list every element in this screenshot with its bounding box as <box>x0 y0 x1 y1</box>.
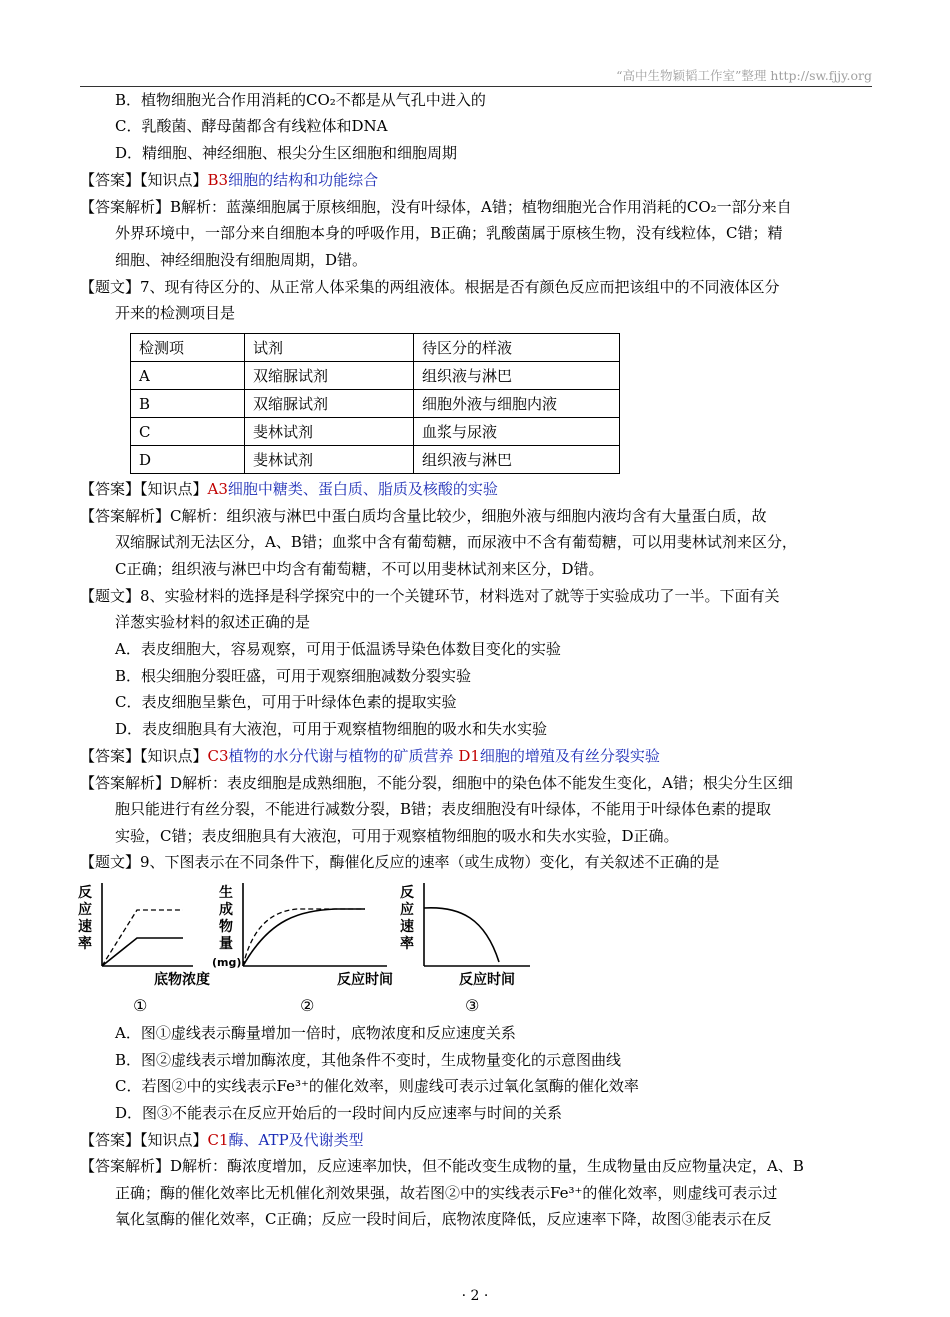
g3-xlabel: 反应时间 <box>459 972 515 988</box>
q6-analysis-1: 【答案解析】B解析：蓝藻细胞属于原核细胞，没有叶绿体，A错；植物细胞光合作用消耗的CO₂一部分来自 <box>80 198 792 216</box>
q6-option-c: C．乳酸菌、酵母菌都含有线粒体和DNA <box>115 117 388 135</box>
graph-3 <box>400 883 530 1015</box>
q8-analysis-2: 胞只能进行有丝分裂，不能进行减数分裂，B错；表皮细胞没有叶绿体，不能用于叶绿体色素的提取 <box>115 800 772 818</box>
table-row <box>131 362 620 390</box>
table-header-cell: 试剂 <box>245 334 414 362</box>
g2-number: ② <box>300 996 315 1015</box>
graph-1 <box>78 883 210 1015</box>
q8-stem-2: 洋葱实验材料的叙述正确的是 <box>115 613 311 631</box>
g2-ylabel-2: 成 <box>219 902 233 918</box>
g2-unit: (mg) <box>212 956 242 969</box>
table-cell: 斐林试剂 <box>245 446 414 474</box>
q8-analysis-3: 实验，C错；表皮细胞具有大液泡，可用于观察植物细胞的吸水和失水实验，D正确。 <box>115 827 679 845</box>
q9-answer <box>80 1130 364 1150</box>
q8-analysis-1: 【答案解析】D解析：表皮细胞是成熟细胞，不能分裂，细胞中的染色体不能发生变化，A错；根尖分生区细 <box>80 774 793 792</box>
g3-solid-curve <box>424 908 499 962</box>
q9-analysis-3: 氧化氢酶的催化效率，C正确；反应一段时间后，底物浓度降低，反应速率下降，故图③能表示在反 <box>115 1210 772 1228</box>
q6-analysis-2: 外界环境中，一部分来自细胞本身的呼吸作用，B正确；乳酸菌属于原核生物，没有线粒体，C错；精 <box>115 224 783 242</box>
table-header-cell: 待区分的样液 <box>414 334 620 362</box>
q8-option-d: D．表皮细胞具有大液泡，可用于观察植物细胞的吸水和失水实验 <box>115 720 548 738</box>
q8-option-c: C．表皮细胞呈紫色，可用于叶绿体色素的提取实验 <box>115 693 457 711</box>
header-text: “高中生物颖韬工作室”整理 http://sw.fjjy.org <box>616 68 872 83</box>
table-cell: 血浆与尿液 <box>414 418 620 446</box>
g3-ylabel-3: 速 <box>400 919 414 935</box>
answer-prefix: 【答案】【知识点】 <box>80 171 208 189</box>
q9-option-c: C．若图②中的实线表示Fe³⁺的催化效率，则虚线可表示过氧化氢酶的催化效率 <box>115 1077 639 1095</box>
table-cell: 双缩脲试剂 <box>245 390 414 418</box>
q8-stem-1: 【题文】8、实验材料的选择是科学探究中的一个关键环节，材料选对了就等于实验成功了一半。下面有关 <box>80 587 780 605</box>
table-header-cell: 检测项 <box>131 334 245 362</box>
q6-option-d: D．精细胞、神经细胞、根尖分生区细胞和细胞周期 <box>115 144 458 162</box>
g2-ylabel-1: 生 <box>219 885 233 901</box>
table-cell: 组织液与淋巴 <box>414 362 620 390</box>
knowledge-topic: 细胞的增殖及有丝分裂实验 <box>479 747 660 765</box>
g3-ylabel-4: 率 <box>400 936 414 952</box>
table-cell: 双缩脲试剂 <box>245 362 414 390</box>
table-cell: 组织液与淋巴 <box>414 446 620 474</box>
table-cell: C <box>131 418 245 446</box>
q6-analysis-3: 细胞、神经细胞没有细胞周期，D错。 <box>115 251 368 269</box>
q7-stem-2: 开来的检测项目是 <box>115 304 236 322</box>
q9-analysis-1: 【答案解析】D解析：酶浓度增加，反应速率加快，但不能改变生成物的量，生成物量由反应物量决定，A、B <box>80 1157 804 1175</box>
g3-ylabel-2: 应 <box>400 902 414 918</box>
page-header <box>80 64 872 87</box>
q9-stem: 【题文】9、下图表示在不同条件下，酶催化反应的速率（或生成物）变化，有关叙述不正确的是 <box>80 853 720 871</box>
q6-answer <box>80 170 378 190</box>
table-cell: 斐林试剂 <box>245 418 414 446</box>
g2-dashed-curve <box>243 909 365 966</box>
q9-option-a: A．图①虚线表示酶量增加一倍时，底物浓度和反应速度关系 <box>115 1024 516 1042</box>
q7-analysis-3: C正确；组织液与淋巴中均含有葡萄糖，不可以用斐林试剂来区分，D错。 <box>115 560 604 578</box>
q7-analysis-1: 【答案解析】C解析：组织液与淋巴中蛋白质均含量比较少，细胞外液与细胞内液均含有大量蛋白质，故 <box>80 507 767 525</box>
g1-ylabel-4: 率 <box>78 936 92 952</box>
q9-option-b: B．图②虚线表示增加酶浓度，其他条件不变时，生成物量变化的示意图曲线 <box>115 1051 622 1069</box>
table-header-row <box>131 334 620 362</box>
g3-ylabel-1: 反 <box>400 885 414 901</box>
knowledge-topic: 植物的水分代谢与植物的矿质营养 <box>228 747 454 765</box>
g1-xlabel: 底物浓度 <box>154 972 210 988</box>
knowledge-code: C1 <box>207 1131 229 1149</box>
g1-ylabel-2: 应 <box>78 902 92 918</box>
graph-2 <box>212 883 393 1015</box>
table-row <box>131 390 620 418</box>
knowledge-topic: 细胞中糖类、蛋白质、脂质及核酸的实验 <box>227 480 498 498</box>
g1-ylabel-1: 反 <box>78 885 92 901</box>
q8-answer <box>80 746 660 766</box>
q9-option-d: D．图③不能表示在反应开始后的一段时间内反应速率与时间的关系 <box>115 1104 563 1122</box>
knowledge-code: A3 <box>207 480 228 498</box>
answer-prefix: 【答案】【知识点】 <box>80 747 208 765</box>
table-row <box>131 446 620 474</box>
g2-ylabel-4: 量 <box>219 936 233 952</box>
knowledge-topic: 酶、ATP及代谢类型 <box>228 1131 364 1149</box>
knowledge-code: C3 <box>207 747 229 765</box>
g1-number: ① <box>133 996 148 1015</box>
q8-option-a: A．表皮细胞大，容易观察，可用于低温诱导染色体数目变化的实验 <box>115 640 561 658</box>
table-cell: B <box>131 390 245 418</box>
q7-stem-1: 【题文】7、现有待区分的、从正常人体采集的两组液体。根据是否有颜色反应而把该组中的不同液体区分 <box>80 278 780 296</box>
table-cell: 细胞外液与细胞内液 <box>414 390 620 418</box>
g2-xlabel: 反应时间 <box>337 972 393 988</box>
g1-solid-curve <box>102 938 183 966</box>
enzyme-figure <box>75 878 545 1020</box>
table-cell: A <box>131 362 245 390</box>
table-row <box>131 418 620 446</box>
q9-analysis-2: 正确；酶的催化效率比无机催化剂效果强，故若图②中的实线表示Fe³⁺的催化效率，则虚线可表示过 <box>115 1184 778 1202</box>
knowledge-topic: 细胞的结构和功能综合 <box>228 171 379 189</box>
answer-prefix: 【答案】【知识点】 <box>80 1131 208 1149</box>
table-cell: D <box>131 446 245 474</box>
q7-answer <box>80 479 498 499</box>
page-number: · 2 · <box>461 1288 489 1304</box>
q7-analysis-2: 双缩脲试剂无法区分，A、B错；血浆中含有葡萄糖，而尿液中不含有葡萄糖，可以用斐林试剂来区分， <box>115 533 797 551</box>
q6-option-b: B．植物细胞光合作用消耗的CO₂不都是从气孔中进入的 <box>115 91 486 109</box>
g1-ylabel-3: 速 <box>78 919 92 935</box>
knowledge-code: B3 <box>207 171 229 189</box>
g2-solid-curve <box>243 909 365 966</box>
q7-table <box>130 333 620 474</box>
knowledge-code: D1 <box>458 747 480 765</box>
q8-option-b: B．根尖细胞分裂旺盛，可用于观察细胞减数分裂实验 <box>115 667 472 685</box>
g3-number: ③ <box>465 996 480 1015</box>
answer-prefix: 【答案】【知识点】 <box>80 480 208 498</box>
g2-ylabel-3: 物 <box>219 919 233 935</box>
